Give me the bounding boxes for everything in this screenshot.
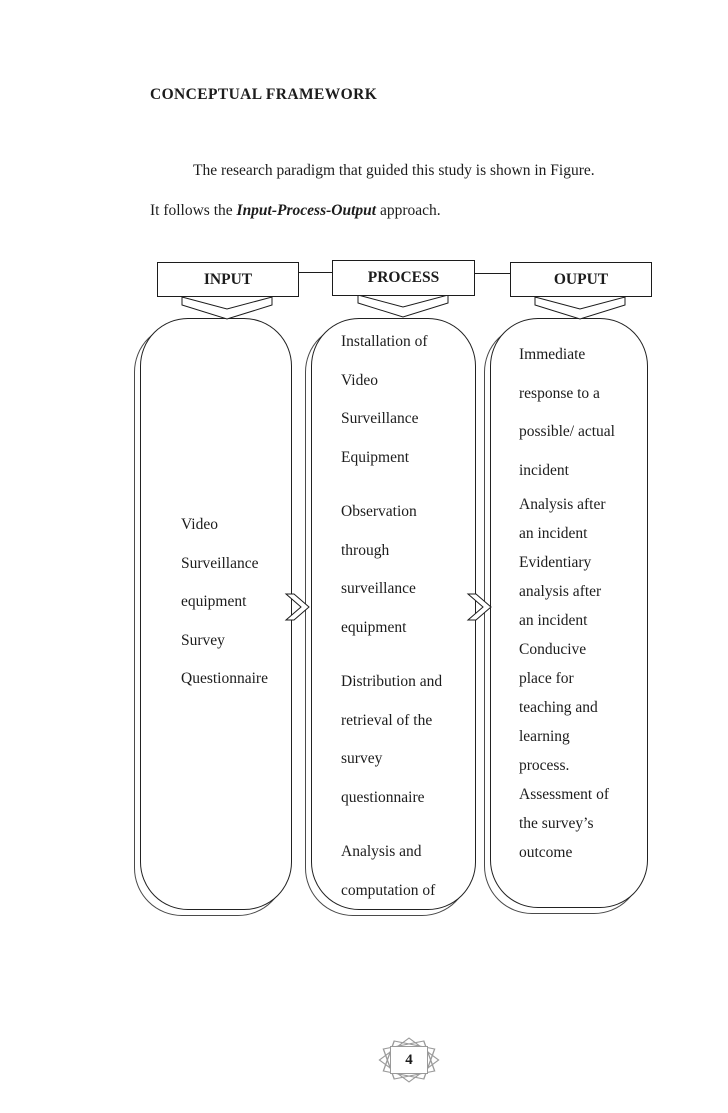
process-box-group <box>341 323 475 477</box>
output-box-line: incident <box>519 461 569 479</box>
process-box-text <box>312 319 475 910</box>
process-header-box <box>332 260 475 296</box>
output-box-line: possible/ actual <box>519 423 615 440</box>
output-box-line: Immediate <box>519 346 586 363</box>
input-process-connector-line <box>297 272 332 273</box>
output-box-line: outcome <box>519 844 573 861</box>
input-box-line: Video <box>181 516 218 533</box>
process-box-line: computation of <box>341 881 436 899</box>
down-arrow-icon <box>181 296 273 321</box>
intro-paragraph: The research paradigm that guided this study is shown in Figure. <box>193 162 595 179</box>
approach-text-prefix: It follows the <box>150 202 237 219</box>
output-box-text <box>491 319 647 867</box>
process-box-line: surveillance <box>341 580 416 597</box>
process-box-line: retrieval of the <box>341 711 433 729</box>
approach-text-emphasis: Input-Process-Output <box>236 202 377 219</box>
input-header-label: INPUT <box>203 270 253 288</box>
input-box-line: Survey <box>181 631 225 649</box>
page-number-ornament <box>381 1038 437 1082</box>
process-box-group <box>341 833 475 910</box>
process-header-label: PROCESS <box>367 269 440 286</box>
down-arrow-icon <box>357 294 449 319</box>
input-box-line: Surveillance <box>181 554 259 572</box>
output-box-line: Analysis after <box>519 496 606 513</box>
output-box-line: the survey’s <box>519 815 594 832</box>
right-arrow-icon <box>466 592 496 622</box>
process-box-group <box>341 493 475 647</box>
output-box-line: place for <box>519 670 574 687</box>
output-box-line: Evidentiary <box>519 554 592 571</box>
output-box-line: response to a <box>519 384 600 402</box>
output-box-line: learning <box>519 728 570 745</box>
approach-text-suffix: approach. <box>376 202 441 219</box>
process-output-connector-line <box>473 273 510 274</box>
process-content-box <box>311 318 476 910</box>
process-box-line: equipment <box>341 618 407 636</box>
approach-paragraph <box>150 202 441 220</box>
output-box-line: analysis after <box>519 583 602 600</box>
output-header-label: OUPUT <box>553 270 609 288</box>
process-box-line: through <box>341 541 390 559</box>
process-box-line: Surveillance <box>341 410 419 427</box>
output-content-box <box>490 318 648 908</box>
down-arrow-icon <box>534 296 626 321</box>
input-content-box <box>140 318 292 910</box>
output-box-line: an incident <box>519 525 588 542</box>
input-box-line: Questionnaire <box>181 670 268 687</box>
page-title: CONCEPTUAL FRAMEWORK <box>150 86 378 103</box>
process-box-line: Observation <box>341 503 417 520</box>
process-box-line: Analysis and <box>341 843 422 860</box>
process-box-group <box>341 663 475 817</box>
process-box-line: Equipment <box>341 448 410 466</box>
input-header-box <box>157 262 299 297</box>
output-header-box <box>510 262 652 297</box>
output-box-line: Conducive <box>519 641 587 658</box>
process-box-line: survey <box>341 750 383 767</box>
process-box-line: Video <box>341 371 378 389</box>
input-box-line: equipment <box>181 593 247 610</box>
output-box-line: teaching and <box>519 699 598 716</box>
process-box-line: Installation of <box>341 333 428 350</box>
right-arrow-icon <box>284 592 314 622</box>
output-box-line: process. <box>519 757 570 774</box>
output-box-line: Assessment of <box>519 786 609 803</box>
process-box-line: Distribution and <box>341 673 443 690</box>
input-box-text <box>141 319 291 699</box>
output-box-line: an incident <box>519 612 588 629</box>
page-number: 4 <box>390 1046 428 1074</box>
process-box-line: questionnaire <box>341 788 425 806</box>
